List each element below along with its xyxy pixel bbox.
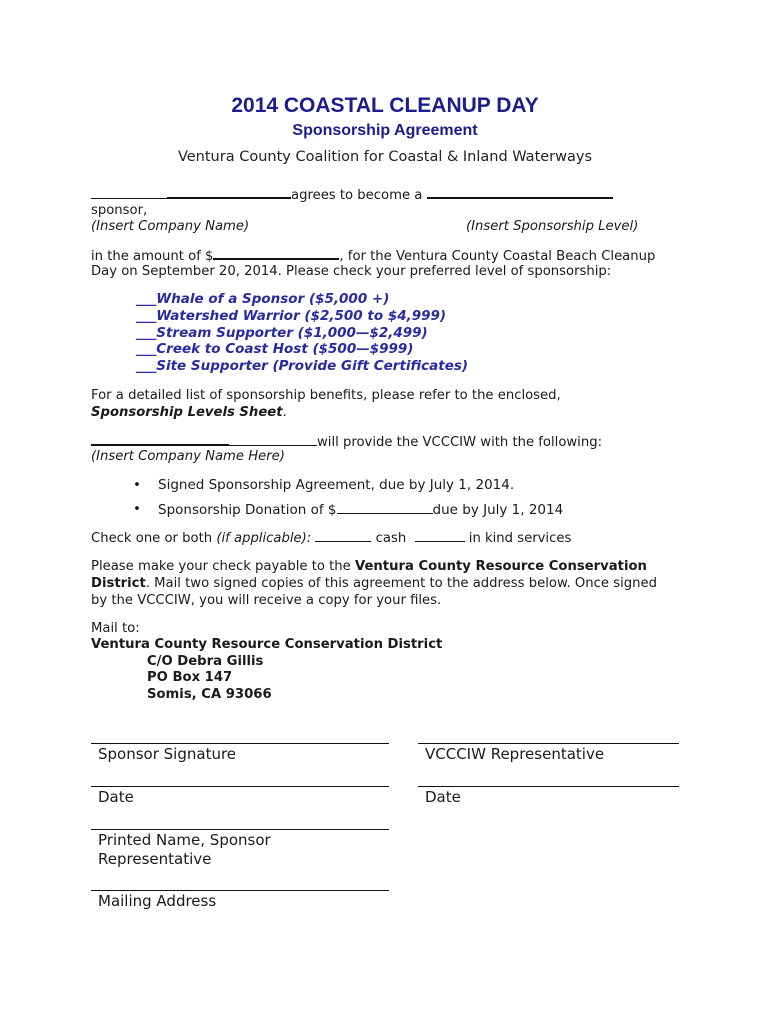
printed-name-label-2: Representative (98, 850, 212, 868)
provider-name-hint: (Insert Company Name Here) (91, 449, 285, 464)
agreement-line-1 (91, 185, 613, 204)
bullet-dot-icon: • (133, 501, 141, 517)
level-whale[interactable]: ___Whale of a Sponsor ($5,000 +) (136, 291, 390, 307)
sponsorship-level-hint: (Insert Sponsorship Level) (466, 219, 639, 234)
company-name-blank-b[interactable] (167, 185, 291, 199)
level-creek-to-coast[interactable]: ___Creek to Coast Host ($500—$999) (136, 341, 414, 357)
amount-line-2: Day on September 20, 2014. Please check your preferred level of sponsorship: (91, 264, 612, 279)
bullet-dot-icon: • (133, 477, 141, 493)
agrees-text: agrees to become a (291, 188, 423, 203)
bullet-text-1: Signed Sponsorship Agreement, due by July 1, 2014. (158, 477, 515, 493)
payable-line-1: Please make your check payable to the Ventura County Resource Conservation (91, 559, 647, 574)
vccciw-signature-label: VCCCIW Representative (425, 745, 605, 763)
sponsorship-level-blank[interactable] (427, 185, 613, 199)
amount-blank[interactable] (213, 246, 339, 260)
payable-line-3: by the VCCCIW, you will receive a copy for your files. (91, 593, 442, 608)
provider-name-blank-a[interactable] (91, 432, 229, 446)
company-name-hint: (Insert Company Name) (91, 219, 250, 234)
amount-prefix: in the amount of $ (91, 249, 214, 264)
cash-checkbox-blank[interactable] (315, 529, 371, 542)
mailing-address-line[interactable] (91, 890, 389, 891)
benefits-line-2: Sponsorship Levels Sheet. (91, 405, 287, 420)
mail-to-label: Mail to: (91, 621, 140, 636)
vccciw-signature-line[interactable] (418, 743, 679, 744)
mail-attn: C/O Debra Gillis (147, 654, 264, 669)
mailing-address-label: Mailing Address (98, 892, 217, 910)
mail-org: Ventura County Resource Conservation District (91, 637, 443, 652)
vccciw-date-label: Date (425, 788, 461, 806)
organization-name: Ventura County Coalition for Coastal & Inland Waterways (177, 149, 593, 165)
printed-name-label-1: Printed Name, Sponsor (98, 831, 271, 849)
vccciw-date-line[interactable] (418, 786, 679, 787)
level-site-supporter[interactable]: ___Site Supporter (Provide Gift Certificates) (136, 358, 469, 374)
bullet-item-1 (133, 477, 141, 493)
bullet-item-2 (133, 501, 141, 517)
inkind-label: in kind services (468, 531, 572, 546)
sponsor-signature-line[interactable] (91, 743, 389, 744)
sponsor-word: sponsor, (91, 203, 148, 218)
donation-amount-blank[interactable] (337, 501, 433, 514)
level-watershed-warrior[interactable]: ___Watershed Warrior ($2,500 to $4,999) (136, 308, 447, 324)
inkind-checkbox-blank[interactable] (415, 529, 465, 542)
provider-name-blank-b[interactable] (229, 433, 317, 446)
sponsor-date-label: Date (98, 788, 134, 806)
printed-name-line[interactable] (91, 829, 389, 830)
mail-po-box: PO Box 147 (147, 670, 233, 685)
levels-sheet-ref: Sponsorship Levels Sheet (91, 405, 283, 420)
page-subtitle: Sponsorship Agreement (292, 122, 478, 139)
page-title: 2014 COASTAL CLEANUP DAY (231, 94, 539, 117)
sponsor-signature-label: Sponsor Signature (98, 745, 237, 763)
mail-city: Somis, CA 93066 (147, 687, 272, 702)
bullet-text-2: Sponsorship Donation of $ due by July 1, 2014 (158, 502, 564, 518)
provide-text: will provide the VCCCIW with the following: (317, 435, 603, 450)
benefits-line-1: For a detailed list of sponsorship benefits, please refer to the enclosed, (91, 388, 561, 403)
level-stream-supporter[interactable]: ___Stream Supporter ($1,000—$2,499) (136, 325, 428, 341)
company-name-blank-a[interactable] (91, 186, 167, 199)
payable-line-2: District. Mail two signed copies of this agreement to the address below. Once signed (91, 576, 657, 591)
cash-label: cash (375, 531, 407, 546)
sponsor-date-line[interactable] (91, 786, 389, 787)
amount-suffix: , for the Ventura County Coastal Beach Cleanup (339, 249, 656, 264)
payment-type-line: Check one or both (if applicable): cash in kind services (91, 531, 572, 546)
